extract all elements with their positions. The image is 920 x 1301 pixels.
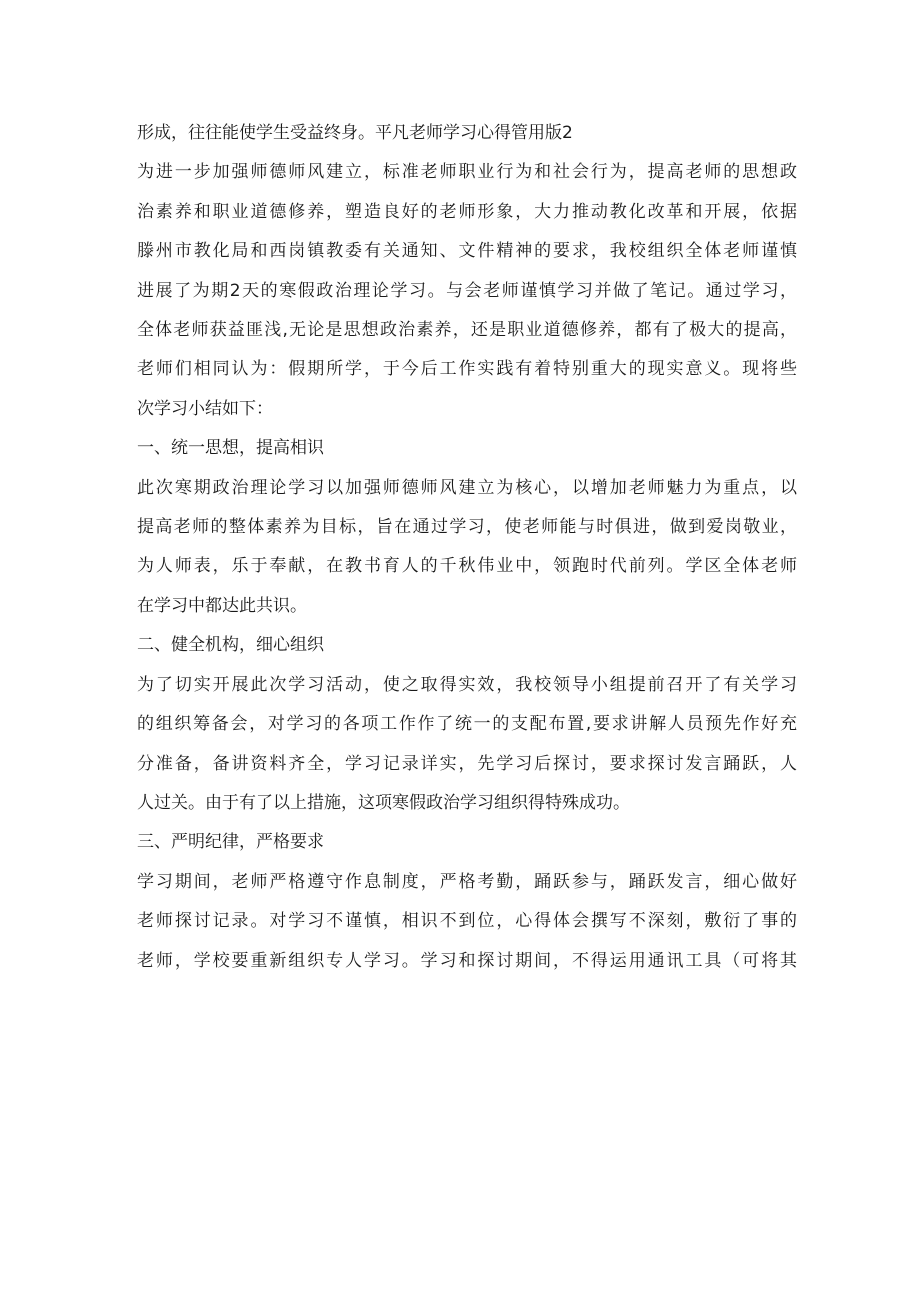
paragraph-line: 提高老师的整体素养为目标，旨在通过学习，使老师能与时俱进，做到爱岗敬业，	[137, 517, 797, 538]
paragraph-line: 学习期间，老师严格遵守作息制度，严格考勤，踊跃参与，踊跃发言，细心做好	[137, 871, 797, 892]
paragraph-line: 治素养和职业道德修养，塑造良好的老师形象，大力推动教化改革和开展，依据	[137, 201, 797, 222]
paragraph-line: 为人师表，乐于奉献，在教书育人的千秋伟业中，领跑时代前列。学区全体老师	[137, 556, 797, 577]
paragraph-line: 在学习中都达此共识。	[137, 595, 307, 616]
paragraph-line: 形成，往往能使学生受益终身。平凡老师学习心得管用版2	[137, 123, 573, 143]
paragraph-line: 老师们相同认为：假期所学，于今后工作实践有着特别重大的现实意义。现将些	[137, 359, 797, 380]
paragraph-line: 全体老师获益匪浅,无论是思想政治素养，还是职业道德修养，都有了极大的提高，	[137, 320, 797, 341]
paragraph-line: 滕州市教化局和西岗镇教委有关通知、文件精神的要求，我校组织全体老师谨慎	[137, 241, 797, 262]
paragraph-line: 进展了为期2天的寒假政治理论学习。与会老师谨慎学习并做了笔记。通过学习，	[137, 280, 797, 301]
paragraph-line: 老师探讨记录。对学习不谨慎，相识不到位，心得体会撰写不深刻，敷衍了事的	[137, 911, 797, 932]
paragraph-line: 分准备，备讲资料齐全，学习记录详实，先学习后探讨，要求探讨发言踊跃，人	[137, 753, 797, 774]
paragraph-line: 为了切实开展此次学习活动，使之取得实效，我校领导小组提前召开了有关学习	[137, 674, 797, 695]
section-heading: 三、严明纪律，严格要求	[137, 832, 324, 853]
paragraph-line: 次学习小结如下：	[137, 398, 273, 419]
section-heading: 二、健全机构，细心组织	[137, 635, 324, 656]
paragraph-line: 老师，学校要重新组织专人学习。学习和探讨期间，不得运用通讯工具（可将其	[137, 950, 797, 971]
section-heading: 一、统一思想，提高相识	[137, 438, 324, 459]
paragraph-line: 此次寒期政治理论学习以加强师德师风建立为核心，以增加老师魅力为重点，以	[137, 477, 797, 498]
document-body	[137, 114, 797, 981]
paragraph-line: 人过关。由于有了以上措施，这项寒假政治学习组织得特殊成功。	[137, 792, 630, 813]
paragraph-line: 的组织筹备会，对学习的各项工作作了统一的支配布置,要求讲解人员预先作好充	[137, 714, 797, 735]
paragraph-line: 为进一步加强师德师风建立，标准老师职业行为和社会行为，提高老师的思想政	[137, 162, 797, 183]
